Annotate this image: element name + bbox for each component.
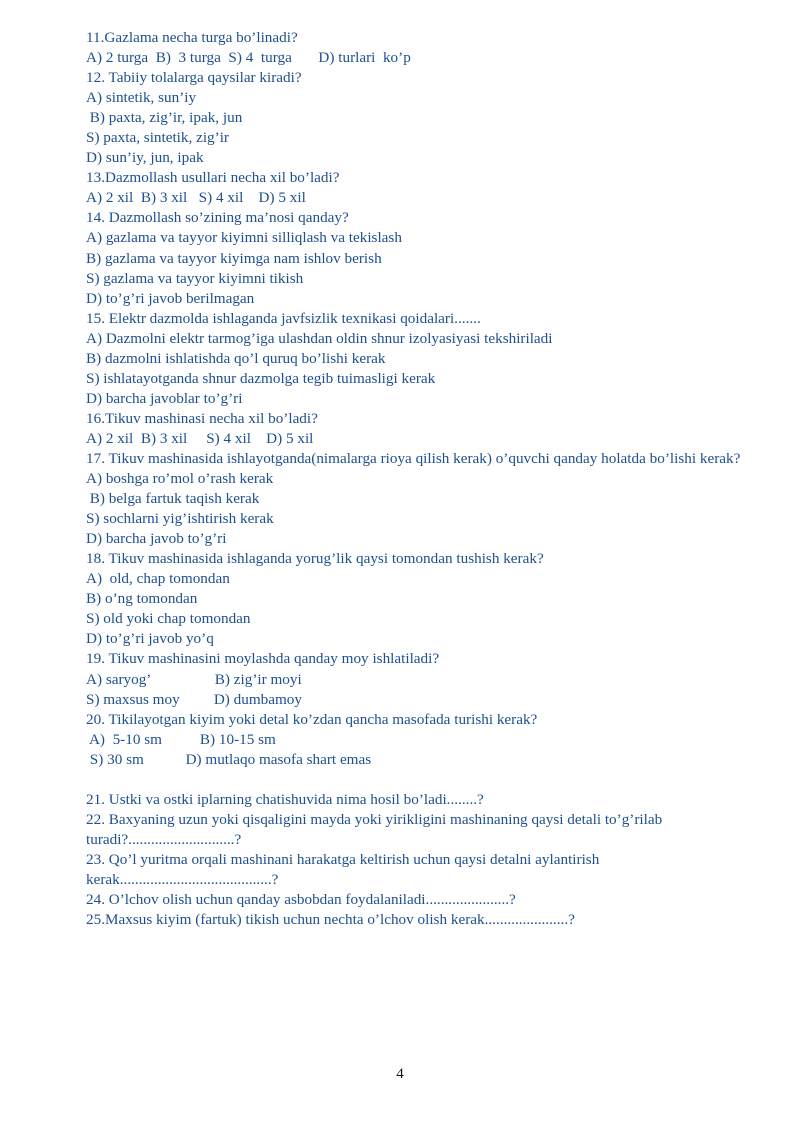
question-12-option-c: S) paxta, sintetik, zig’ir xyxy=(86,129,229,147)
question-12-option-a: A) sintetik, sun’iy xyxy=(86,89,197,107)
question-14: 14. Dazmollash so’zining ma’nosi qanday? xyxy=(86,209,349,227)
question-18-option-d: D) to’g’ri javob yo’q xyxy=(86,630,214,648)
question-12-option-b: B) paxta, zig’ir, ipak, jun xyxy=(86,109,243,127)
question-13: 13.Dazmollash usullari necha xil bo’ladi? xyxy=(86,169,340,187)
question-15-option-a: A) Dazmolni elektr tarmog’iga ulashdan oldin shnur izolyasiyasi tekshiriladi xyxy=(86,329,553,347)
question-16: 16.Tikuv mashinasi necha xil bo’ladi? xyxy=(86,409,318,427)
question-21: 21. Ustki va ostki iplarning chatishuvida nima hosil bo’ladi........? xyxy=(86,790,484,808)
question-22: 22. Baxyaning uzun yoki qisqaligini mayda yoki yirikligini mashinaning qaysi detali to’g’rilab turadi?............................? xyxy=(86,810,663,848)
question-15-option-b: B) dazmolni ishlatishda qo’l quruq bo’lishi kerak xyxy=(86,349,386,367)
question-17: 17. Tikuv mashinasida ishlayotganda(nimalarga rioya qilish kerak) o’quvchi qanday holatda bo’lishi kerak? xyxy=(86,449,741,467)
question-14-option-b: B) gazlama va tayyor kiyimga nam ishlov berish xyxy=(86,249,382,267)
question-18: 18. Tikuv mashinasida ishlaganda yorug’lik qaysi tomondan tushish kerak? xyxy=(86,550,544,568)
question-11-options: A) 2 turga B) 3 turga S) 4 turga D) turlari ko’p xyxy=(86,49,411,67)
question-23: 23. Qo’l yuritma orqali mashinani harakatga keltirish uchun qaysi detalni aylantirish kerak........................................? xyxy=(86,850,600,888)
page-number: 4 xyxy=(396,1066,404,1082)
question-12: 12. Tabiiy tolalarga qaysilar kiradi? xyxy=(86,69,302,87)
question-20-options-row1: A) 5-10 sm B) 10-15 sm xyxy=(86,730,276,748)
question-20-options-row2: S) 30 sm D) mutlaqo masofa shart emas xyxy=(86,750,372,768)
question-19: 19. Tikuv mashinasini moylashda qanday moy ishlatiladi? xyxy=(86,650,440,668)
question-18-option-a: A) old, chap tomondan xyxy=(86,570,230,588)
question-17-option-a: A) boshga ro’mol o’rash kerak xyxy=(86,470,274,488)
question-18-option-c: S) old yoki chap tomondan xyxy=(86,610,251,628)
question-25: 25.Maxsus kiyim (fartuk) tikish uchun nechta o’lchov olish kerak......................? xyxy=(86,911,575,929)
section-spacer xyxy=(86,770,746,790)
question-12-option-d: D) sun’iy, jun, ipak xyxy=(86,149,204,167)
test-questions xyxy=(86,28,746,930)
question-16-options: A) 2 xil B) 3 xil S) 4 xil D) 5 xil xyxy=(86,429,314,447)
question-15-option-c: S) ishlatayotganda shnur dazmolga tegib tuimasligi kerak xyxy=(86,369,436,387)
question-15: 15. Elektr dazmolda ishlaganda javfsizlik texnikasi qoidalari....... xyxy=(86,309,481,327)
question-17-option-b: B) belga fartuk taqish kerak xyxy=(86,490,260,508)
question-19-options-row1: A) saryog’ B) zig’ir moyi xyxy=(86,670,302,688)
question-19-options-row2: S) maxsus moy D) dumbamoy xyxy=(86,690,302,708)
question-20: 20. Tikilayotgan kiyim yoki detal ko’zdan qancha masofada turishi kerak? xyxy=(86,710,538,728)
question-11: 11.Gazlama necha turga bo’linadi? xyxy=(86,29,298,46)
question-14-option-c: S) gazlama va tayyor kiyimni tikish xyxy=(86,269,304,287)
question-13-options: A) 2 xil B) 3 xil S) 4 xil D) 5 xil xyxy=(86,189,306,207)
question-18-option-b: B) o’ng tomondan xyxy=(86,590,198,608)
question-17-option-d: D) barcha javob to’g’ri xyxy=(86,530,227,548)
question-24: 24. O’lchov olish uchun qanday asbobdan foydalaniladi......................? xyxy=(86,890,516,908)
question-15-option-d: D) barcha javoblar to’g’ri xyxy=(86,389,243,407)
question-17-option-c: S) sochlarni yig’ishtirish kerak xyxy=(86,510,274,528)
question-14-option-d: D) to’g’ri javob berilmagan xyxy=(86,289,255,307)
question-14-option-a: A) gazlama va tayyor kiyimni silliqlash va tekislash xyxy=(86,229,402,247)
